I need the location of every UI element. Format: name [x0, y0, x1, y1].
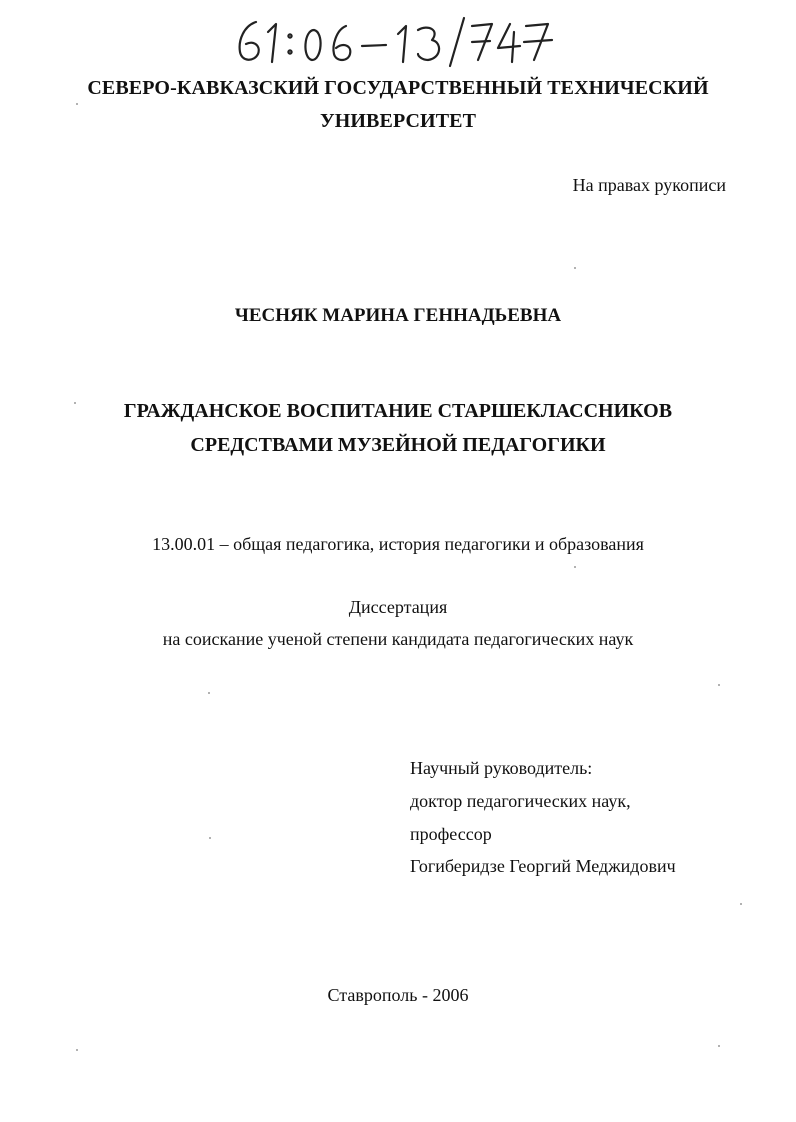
work-type-line2: на соискание ученой степени кандидата педагогических наук — [162, 629, 634, 649]
scan-speck — [208, 692, 210, 694]
scan-speck — [574, 566, 576, 568]
advisor-name: Гогиберидзе Георгий Меджидович — [410, 856, 676, 876]
scan-speck — [74, 402, 76, 404]
place-and-year: Ставрополь - 2006 — [327, 985, 469, 1005]
dissertation-title-line2: СРЕДСТВАМИ МУЗЕЙНОЙ ПЕДАГОГИКИ — [190, 434, 606, 456]
rights-note: На правах рукописи — [572, 175, 726, 195]
scan-speck — [718, 684, 720, 686]
work-type-line1: Диссертация — [348, 597, 448, 617]
specialty-code: 13.00.01 – общая педагогика, история педагогики и образования — [152, 534, 644, 554]
dissertation-title-line1: ГРАЖДАНСКОЕ ВОСПИТАНИЕ СТАРШЕКЛАССНИКОВ — [123, 400, 673, 422]
scan-speck — [740, 903, 742, 905]
handwritten-number-drawing — [228, 10, 558, 70]
scan-speck — [209, 837, 211, 839]
scan-speck — [76, 103, 78, 105]
handwritten-archive-number — [228, 10, 558, 70]
advisor-degree: доктор педагогических наук, — [410, 791, 631, 811]
scan-speck — [718, 1045, 720, 1047]
scan-speck — [574, 267, 576, 269]
advisor-rank: профессор — [410, 824, 492, 844]
scan-speck — [76, 1049, 78, 1051]
university-name-line1: СЕВЕРО-КАВКАЗСКИЙ ГОСУДАРСТВЕННЫЙ ТЕХНИЧЕСКИЙ — [87, 77, 709, 99]
author-name: ЧЕСНЯК МАРИНА ГЕННАДЬЕВНА — [234, 305, 562, 326]
university-name-line2: УНИВЕРСИТЕТ — [319, 110, 477, 132]
advisor-label: Научный руководитель: — [410, 758, 593, 778]
